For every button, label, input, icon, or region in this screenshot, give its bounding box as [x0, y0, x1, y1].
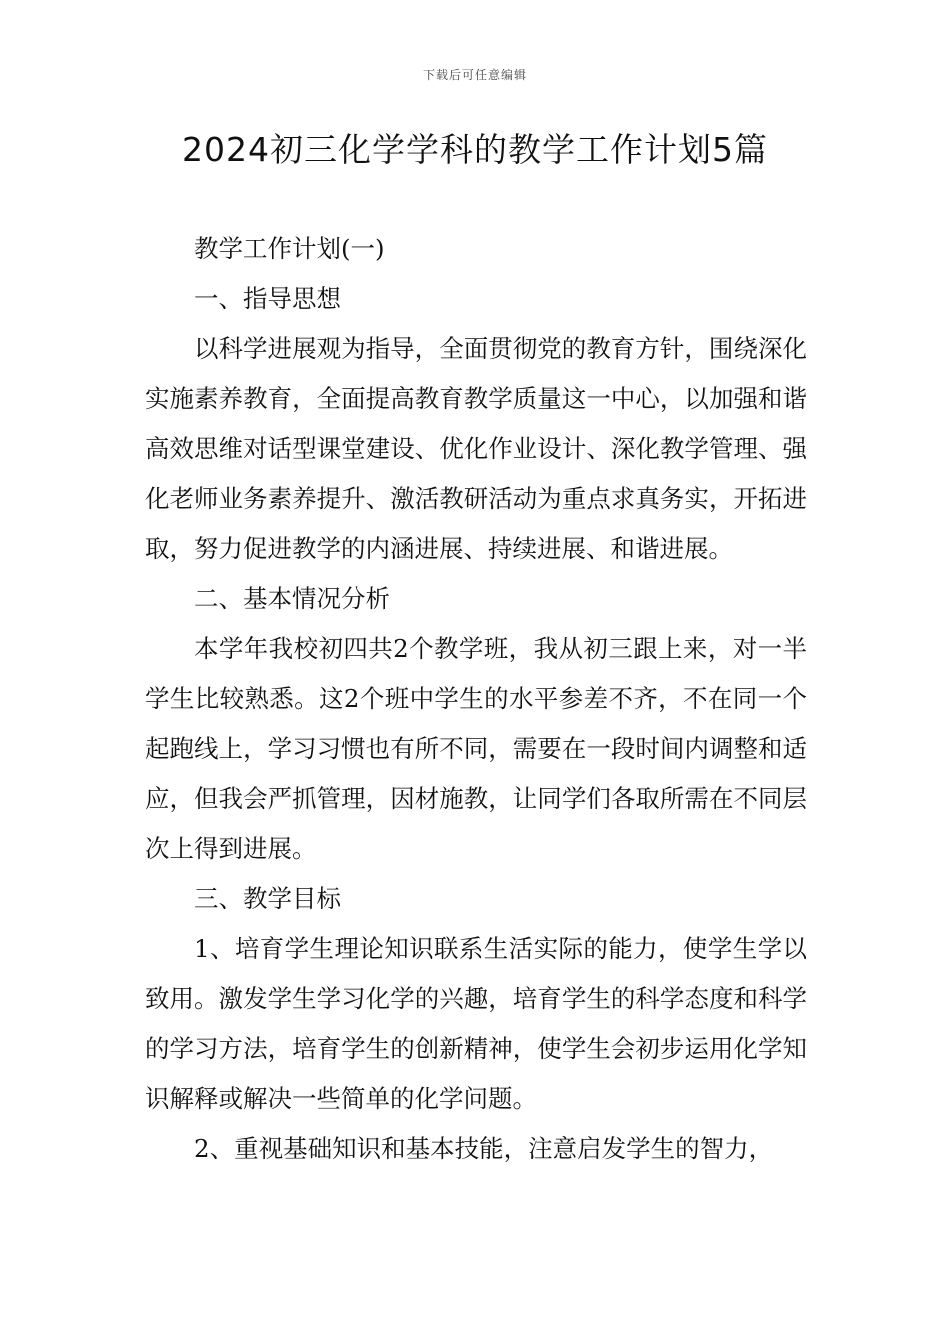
document-title: 2024初三化学学科的教学工作计划5篇	[182, 130, 768, 169]
paragraph-goal-1: 1、培育学生理论知识联系生活实际的能力，使学生学以致用。激发学生学习化学的兴趣，培育学生的科学态度和科学的学习方法，培育学生的创新精神，使学生会初步运用化学知识解释或解决一些简单的化学问题。	[145, 934, 807, 1113]
section-heading-situation-analysis: 二、基本情况分析	[194, 584, 390, 613]
section-heading-teaching-goals: 三、教学目标	[194, 884, 341, 913]
section-heading-guiding-ideology: 一、指导思想	[194, 284, 341, 313]
paragraph-situation-analysis: 本学年我校初四共2个教学班，我从初三跟上来，对一半学生比较熟悉。这2个班中学生的水平参差不齐，不在同一个起跑线上，学习习惯也有所不同，需要在一段时间内调整和适应，但我会严抓管理，因材施教，让同学们各取所需在不同层次上得到进展。	[145, 634, 807, 863]
header-note: 下载后可任意编辑	[422, 68, 527, 82]
section-heading-plan-one: 教学工作计划(一)	[194, 234, 385, 263]
paragraph-guiding-ideology: 以科学进展观为指导，全面贯彻党的教育方针，围绕深化实施素养教育，全面提高教育教学质量这一中心，以加强和谐高效思维对话型课堂建设、优化作业设计、深化教学管理、强化老师业务素养提升、激活教研活动为重点求真务实，开拓进取，努力促进教学的内涵进展、持续进展、和谐进展。	[145, 334, 807, 563]
document-body	[145, 224, 807, 1174]
paragraph-goal-2: 2、重视基础知识和基本技能，注意启发学生的智力，	[194, 1134, 774, 1163]
